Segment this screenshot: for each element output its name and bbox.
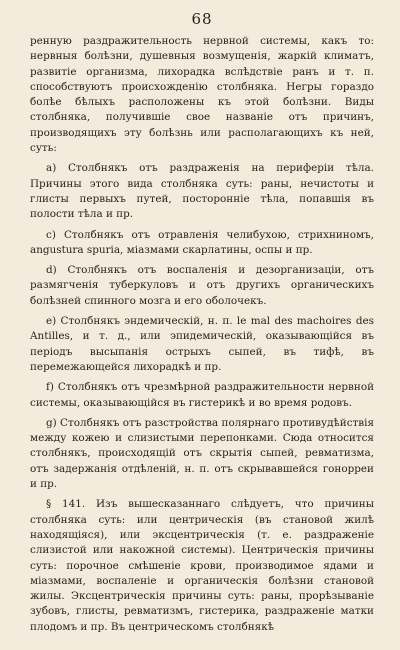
paragraph-item-d: d) Столбнякъ отъ воспаленія и дезорганизаціи, отъ размягченія туберкуловъ и отъ другихъ органическихъ болѣзней спинного мозга и его оболочекъ. — [30, 264, 374, 307]
paragraph-item-f: f) Столбнякъ отъ чрезмѣрной раздражительности нервной системы, оказывающійся въ гистерикѣ и во время родовъ. — [30, 381, 374, 409]
paragraph-item-g: g) Столбнякъ отъ разстройства полярнаго противудѣйствія между кожею и слизистыми перепонками. Сюда относится столбнякъ, происходящій отъ скрытія сыпей, ревматизма, отъ задержанія отдѣленій, н. п. отъ скрывавшейся гонорреи и пр. — [30, 416, 374, 491]
paragraph-item-e: e) Столбнякъ эндемическій, н. п. le mal des machoires des Antilles, и т. д., или эпидемическій, оказывающійся въ періодъ высыпанія острыхъ сыпей, въ тифѣ, въ перемежающейся лихорадкѣ и пр. — [30, 315, 374, 373]
paragraph-section-141: § 141. Изъ вышесказаннаго слѣдуетъ, что причины столбняка суть: или центрическія (въ становой жилѣ находящіяся), или эксцентрическія (т. е. раздраженіе слизистой или накожной системы). Центрическія причины суть: порочное смѣшеніе крови, производимое ядами и міазмами, воспаленіе и органическія болѣзни становой жилы. Эксцентрическія причины суть: раны, прорѣзываніе зубовъ, глисты, ревматизмъ, гистерика, раздраженіе матки плодомъ и пр. Въ центрическомъ столбнякѣ — [30, 498, 374, 633]
paragraph-intro: ренную раздражительность нервной системы, какъ то: нервныя болѣзни, душевныя возмущенія, жаркій климатъ, развитіе организма, лихорадка вслѣдствіе ранъ и т. п. способствуютъ происхожденію столбняка. Негры гораздо болѣе бѣлыхъ расположены къ этой болѣзни. Виды столбняка, получившіе свое названіе отъ причинъ, производящихъ эту болѣзнь или располагающихъ къ ней, суть: — [30, 35, 374, 155]
page-number: 68 — [191, 10, 213, 28]
paragraph-item-a: a) Столбнякъ отъ раздраженія на периферіи тѣла. Причины этого вида столбняка суть: раны, нечистоты и глисты первыхъ путей, посторонніе тѣла, попавшія въ полости тѣла и пр. — [30, 162, 374, 221]
body-text — [30, 34, 374, 635]
paragraph-item-c: c) Столбнякъ отъ отравленія челибухою, стрихниномъ, angustura spuria, міазмами скарлатины, оспы и пр. — [30, 228, 374, 256]
